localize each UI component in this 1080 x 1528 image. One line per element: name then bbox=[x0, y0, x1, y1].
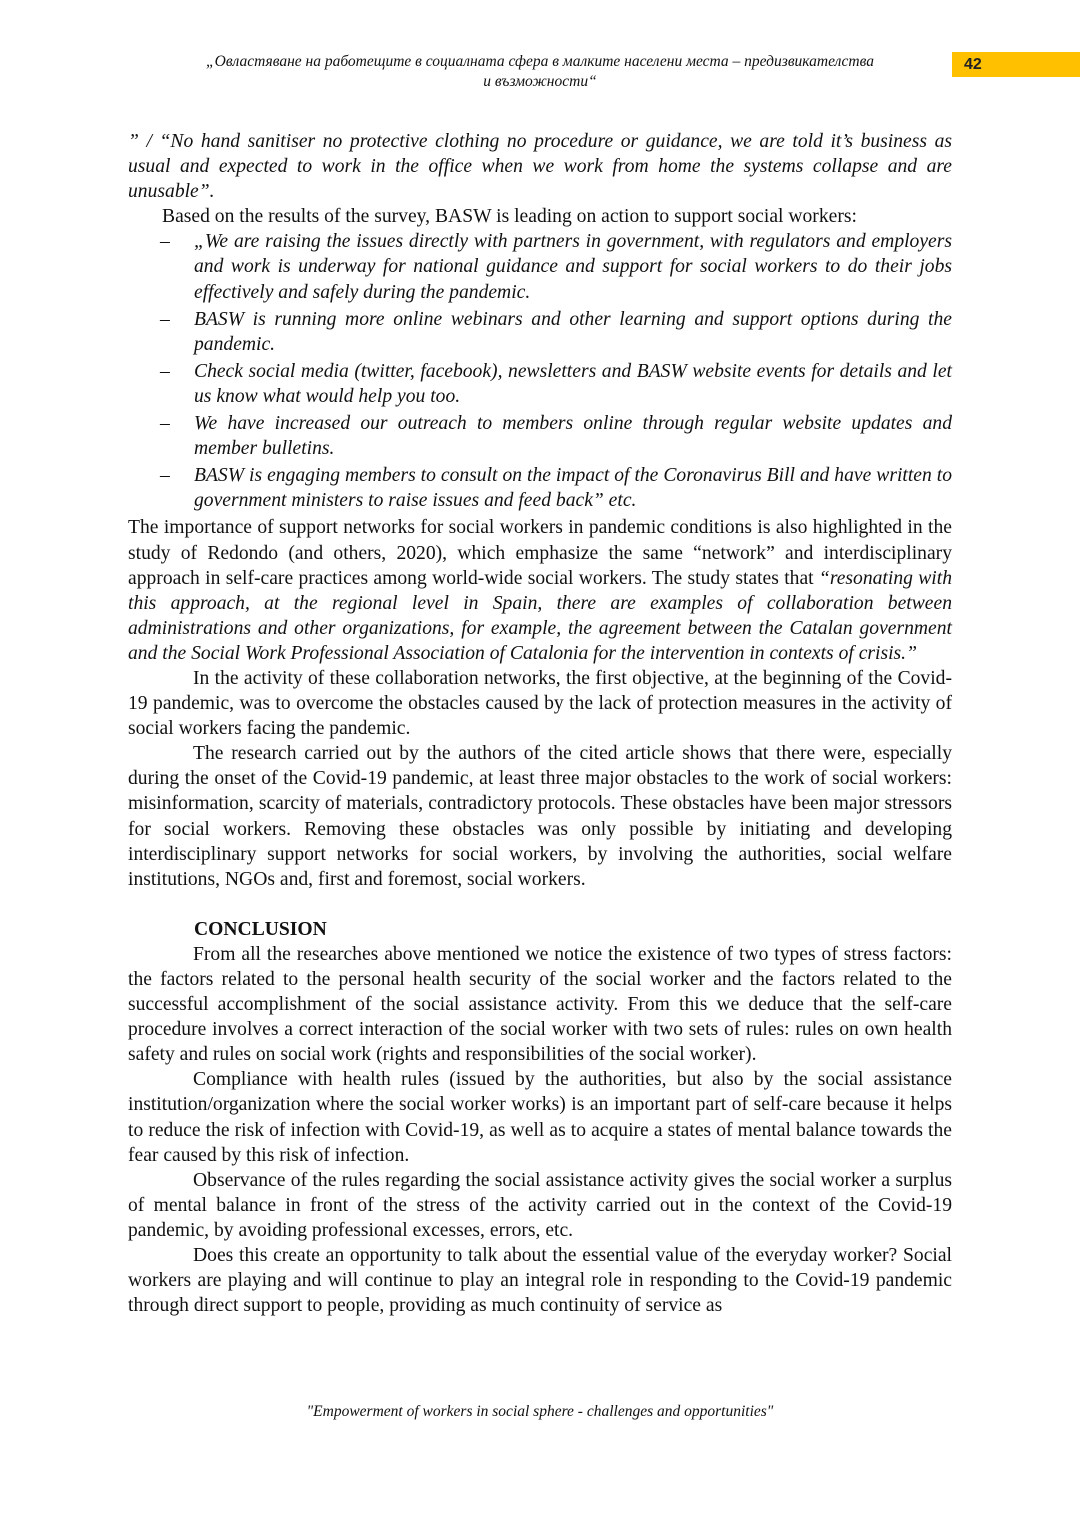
dash-bullet-icon: – bbox=[160, 231, 170, 253]
dash-bullet-icon: – bbox=[160, 308, 170, 330]
list-item: – BASW is engaging members to consult on the impact of the Coronavirus Bill and have written to government ministers to raise issues and feed back” etc. bbox=[160, 465, 952, 512]
list-item: – Check social media (twitter, facebook), newsletters and BASW website events for details and let us know what would help you too. bbox=[160, 360, 952, 407]
page-body bbox=[128, 129, 952, 1318]
redondo-paragraph: The importance of support networks for social workers in pandemic conditions is also highlighted in the study of Redondo (and others, 2020), which emphasize the same “network” and interdisciplinary approach in self-care practices among world-wide social workers. The study states that “resonating with this approach, at the regional level in Spain, there are examples of collaboration between administrations and other organizations, for example, the agreement between the Catalan government and the Social Work Professional Association of Catalonia for the intervention in contexts of crisis.” bbox=[128, 517, 952, 664]
research-paragraph: The research carried out by the authors of the cited article shows that there were, especially during the onset of the Covid-19 pandemic, at least three major obstacles to the work of social workers: misinformation, scarcity of materials, contradictory protocols. These obstacles have been major stressors for social workers. Removing these obstacles was only possible by initiating and developing interdisciplinary support networks for social workers, by involving the authorities, social welfare institutions, NGOs and, first and foremost, social workers. bbox=[128, 743, 952, 890]
running-header bbox=[128, 52, 952, 92]
quote-end-paragraph: ” / “No hand sanitiser no protective clothing no procedure or guidance, we are told it’s business as usual and expected to work in the office when we work from home the systems collapse and are unusable”. bbox=[128, 131, 952, 203]
spacer bbox=[128, 892, 952, 917]
page-number-badge: 42 bbox=[952, 52, 1080, 77]
conclusion-paragraph: Does this create an opportunity to talk about the essential value of the everyday worker? Social workers are playing and will continue to play an integral role in responding to the Covid-19 pandemic through direct support to people, providing as much continuity of service as bbox=[128, 1245, 952, 1317]
networks-paragraph: In the activity of these collaboration networks, the first objective, at the beginning of the Covid-19 pandemic, was to overcome the obstacles caused by the lack of protection measures in the activity of social workers facing the pandemic. bbox=[128, 667, 952, 740]
conclusion-heading: CONCLUSION bbox=[194, 918, 327, 940]
header-title-line2: и възможности“ bbox=[483, 73, 597, 90]
list-item: – BASW is running more online webinars and other learning and support options during the pandemic. bbox=[160, 308, 952, 355]
conclusion-paragraph: Compliance with health rules (issued by the authorities, but also by the social assistance institution/organization where the social worker works) is an important part of self-care because it helps to reduce the risk of infection with Covid-19, as well as to acquire a states of mental balance towards the fear caused by this risk of infection. bbox=[128, 1069, 952, 1166]
dash-bullet-icon: – bbox=[160, 360, 170, 382]
dash-bullet-icon: – bbox=[160, 465, 170, 487]
running-footer: "Empowerment of workers in social sphere - challenges and opportunities" bbox=[306, 1403, 774, 1420]
conclusion-paragraph: From all the researches above mentioned we notice the existence of two types of stress factors: the factors related to the personal health security of the social worker and the factors related to the successful accomplishment of the social assistance activity. From this we deduce that the self-care procedure involves a correct interaction of the social worker with two sets of rules: rules on own health safety and rules on social work (rights and responsibilities of the social worker). bbox=[128, 943, 952, 1066]
basw-intro-paragraph: Based on the results of the survey, BASW is leading on action to support social workers: bbox=[162, 206, 857, 228]
header-title-line1: „Овластяване на работещите в социалната сфера в малките населени места – предизвикателства bbox=[206, 53, 874, 70]
list-item: – „We are raising the issues directly with partners in government, with regulators and employers and work is underway for national guidance and support for social workers to do their jobs effectively and safely during the pandemic. bbox=[160, 231, 952, 303]
basw-actions-list bbox=[128, 229, 952, 513]
conclusion-paragraph: Observance of the rules regarding the social assistance activity gives the social worker a surplus of mental balance in front of the stress of the activity carried out in the context of the Covid-19 pandemic, by avoiding professional excesses, errors, etc. bbox=[128, 1169, 952, 1241]
redondo-quote: “resonating with this approach, at the regional level in Spain, there are examples of collaboration between administrations and other organizations, for example, the agreement between the Catalan government and the Social Work Professional Association of Catalonia for the intervention in contexts of crisis.” bbox=[128, 567, 952, 664]
dash-bullet-icon: – bbox=[160, 413, 170, 435]
list-item: – We have increased our outreach to members online through regular website updates and member bulletins. bbox=[160, 413, 952, 460]
